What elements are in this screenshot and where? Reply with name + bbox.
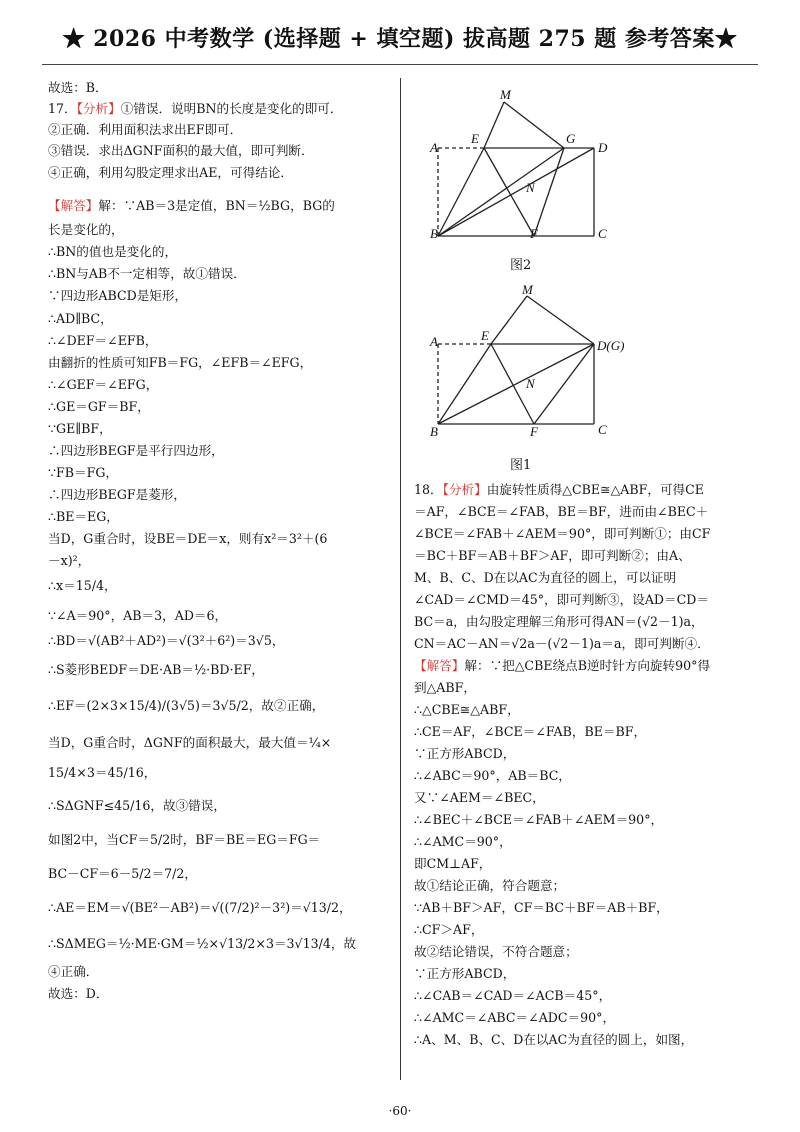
- point-label: B: [430, 424, 438, 439]
- point-label: D(G): [597, 338, 625, 353]
- text-line: ∵AB＋BF＞AF，CF＝BC＋BF＝AB＋BF，: [414, 900, 669, 915]
- page-number: ·60·: [388, 1104, 412, 1118]
- text-line: ∴BD＝√(AB²＋AD²)＝√(3²＋6²)＝3√5，: [48, 633, 285, 648]
- text-line: ∴∠AMC＝∠ABC＝∠ADC＝90°，: [414, 1010, 616, 1025]
- point-label: E: [481, 328, 489, 343]
- text-line: ∴△CBE≅△ABF，: [414, 702, 520, 717]
- text-line: 长是变化的，: [48, 222, 124, 237]
- text-line: ∵正方形ABCD，: [414, 966, 516, 981]
- point-label: F: [530, 226, 538, 241]
- text-line: 当D，G重合时，ΔGNF的面积最大，最大值＝¼×: [48, 735, 332, 750]
- text-line: 由翻折的性质可知FB＝FG，∠EFB＝∠EFG，: [48, 355, 313, 370]
- figure-caption: 图1: [510, 458, 532, 473]
- text-line: ∵正方形ABCD，: [414, 746, 516, 761]
- point-label: C: [598, 226, 607, 241]
- text-line: ∠CAD＝∠CMD＝45°，即可判断③，设AD＝CD＝: [414, 592, 709, 607]
- text-line: ∴∠AMC＝90°，: [414, 834, 512, 849]
- column-divider: [400, 78, 401, 1080]
- text-line: ∴四边形BEGF是菱形，: [48, 487, 186, 502]
- text-line: －x)²，: [48, 553, 91, 568]
- text-line: ∵∠A＝90°，AB＝3，AD＝6，: [48, 608, 228, 623]
- text-line: 18．【分析】由旋转性质得△CBE≅△ABF，可得CE: [414, 482, 704, 497]
- text-line: ∵GE∥BF，: [48, 421, 112, 436]
- text-line: ∴S菱形BEDF＝DE·AB＝½·BD·EF，: [48, 662, 265, 677]
- text-line: 故②结论错误，不符合题意；: [414, 944, 578, 959]
- text-line: ∴CE＝AF，∠BCE＝∠FAB，BE＝BF，: [414, 724, 647, 739]
- point-label: M: [522, 282, 533, 297]
- text-line: 到△ABF，: [414, 680, 476, 695]
- text-line: M、B、C、D在以AC为直径的圆上，可以证明: [414, 570, 677, 585]
- text-line: 又∵∠AEM＝∠BEC，: [414, 790, 545, 805]
- text-line: ∴SΔMEG＝½·ME·GM＝½×√13/2×3＝3√13/4，故: [48, 936, 357, 951]
- text-line: 【解答】解：∵AB＝3是定值，BN＝½BG，BG的: [48, 198, 335, 213]
- point-label: D: [598, 140, 608, 155]
- text-line: ∴BE＝EG，: [48, 509, 119, 524]
- text-line: ∴CF＞AF，: [414, 922, 484, 937]
- figure-1: [430, 282, 625, 440]
- point-label: F: [530, 424, 538, 439]
- text-line: ∴BN的值也是变化的，: [48, 244, 178, 259]
- text-line: ∵FB＝FG，: [48, 465, 118, 480]
- text-line: ∵四边形ABCD是矩形，: [48, 288, 188, 303]
- text-line: ③错误．求出ΔGNF面积的最大值，即可判断．: [48, 143, 314, 158]
- header-rule: [42, 64, 758, 65]
- text-line: ＝BC＋BF＝AB＋BF＞AF，即可判断②；由A、: [414, 548, 691, 563]
- text-line: ④正确．: [48, 964, 99, 979]
- text-line: ∴∠BEC＋∠BCE＝∠FAB＋∠AEM＝90°，: [414, 812, 664, 827]
- text-line: ②正确．利用面积法求出EF即可．: [48, 122, 243, 137]
- text-line: ＝AF，∠BCE＝∠FAB，BE＝BF，进而由∠BEC＋: [414, 504, 709, 519]
- point-label: N: [526, 180, 535, 195]
- text-line: ④正确，利用勾股定理求出AE，可得结论．: [48, 165, 293, 180]
- text-line: 故选：B．: [48, 80, 108, 95]
- text-line: 17．【分析】①错误．说明BN的长度是变化的即可．: [48, 101, 343, 116]
- point-label: G: [566, 131, 576, 146]
- text-line: ∴∠GEF＝∠EFG，: [48, 377, 159, 392]
- page-header: ★ 2026 中考数学 (选择题 + 填空题) 拔高题 275 题 参考答案★: [62, 26, 738, 52]
- point-label: B: [430, 226, 438, 241]
- text-line: ∴SΔGNF≤45/16，故③错误，: [48, 798, 226, 813]
- text-line: CN＝AC－AN＝√2a－(√2－1)a＝a，即可判断④．: [414, 636, 710, 651]
- text-line: BC－CF＝6－5/2＝7/2，: [48, 866, 198, 881]
- text-line: 故选：D．: [48, 986, 109, 1001]
- text-line: ∴四边形BEGF是平行四边形，: [48, 443, 224, 458]
- text-line: 当D，G重合时，设BE＝DE＝x，则有x²＝3²＋(6: [48, 531, 328, 546]
- point-label: C: [598, 422, 607, 437]
- text-line: ∴AD∥BC，: [48, 311, 113, 326]
- text-line: ∠BCE＝∠FAB＋∠AEM＝90°，即可判断①；由CF: [414, 526, 711, 541]
- text-line: 即CM⊥AF，: [414, 856, 492, 871]
- text-line: ∴A、M、B、C、D在以AC为直径的圆上，如图，: [414, 1032, 694, 1047]
- text-line: ∴∠CAB＝∠CAD＝∠ACB＝45°，: [414, 988, 612, 1003]
- text-line: ∴EF＝(2×3×15/4)/(3√5)＝3√5/2，故②正确，: [48, 698, 325, 713]
- point-label: E: [471, 131, 479, 146]
- text-line: 【解答】解：∵把△CBE绕点B逆时针方向旋转90°得: [414, 658, 711, 673]
- point-label: N: [526, 376, 535, 391]
- text-line: ∴∠DEF＝∠EFB，: [48, 333, 158, 348]
- text-line: 15/4×3＝45/16，: [48, 765, 157, 780]
- point-label: M: [500, 87, 511, 102]
- text-line: ∴BN与AB不一定相等，故①错误．: [48, 266, 246, 281]
- text-line: 如图2中，当CF＝5/2时，BF＝BE＝EG＝FG＝: [48, 832, 321, 847]
- point-label: A: [430, 140, 438, 155]
- figure-2: [430, 87, 614, 241]
- text-line: BC＝a，由勾股定理解三角形可得AN＝(√2－1)a，: [414, 614, 704, 629]
- text-line: 故①结论正确，符合题意；: [414, 878, 566, 893]
- text-line: ∴∠ABC＝90°，AB＝BC，: [414, 768, 571, 783]
- text-line: ∴x＝15/4，: [48, 578, 117, 593]
- text-line: ∴AE＝EM＝√(BE²－AB²)＝√((7/2)²－3²)＝√13/2，: [48, 900, 352, 915]
- text-line: ∴GE＝GF＝BF，: [48, 399, 150, 414]
- point-label: A: [430, 334, 438, 349]
- figure-caption: 图2: [510, 258, 532, 273]
